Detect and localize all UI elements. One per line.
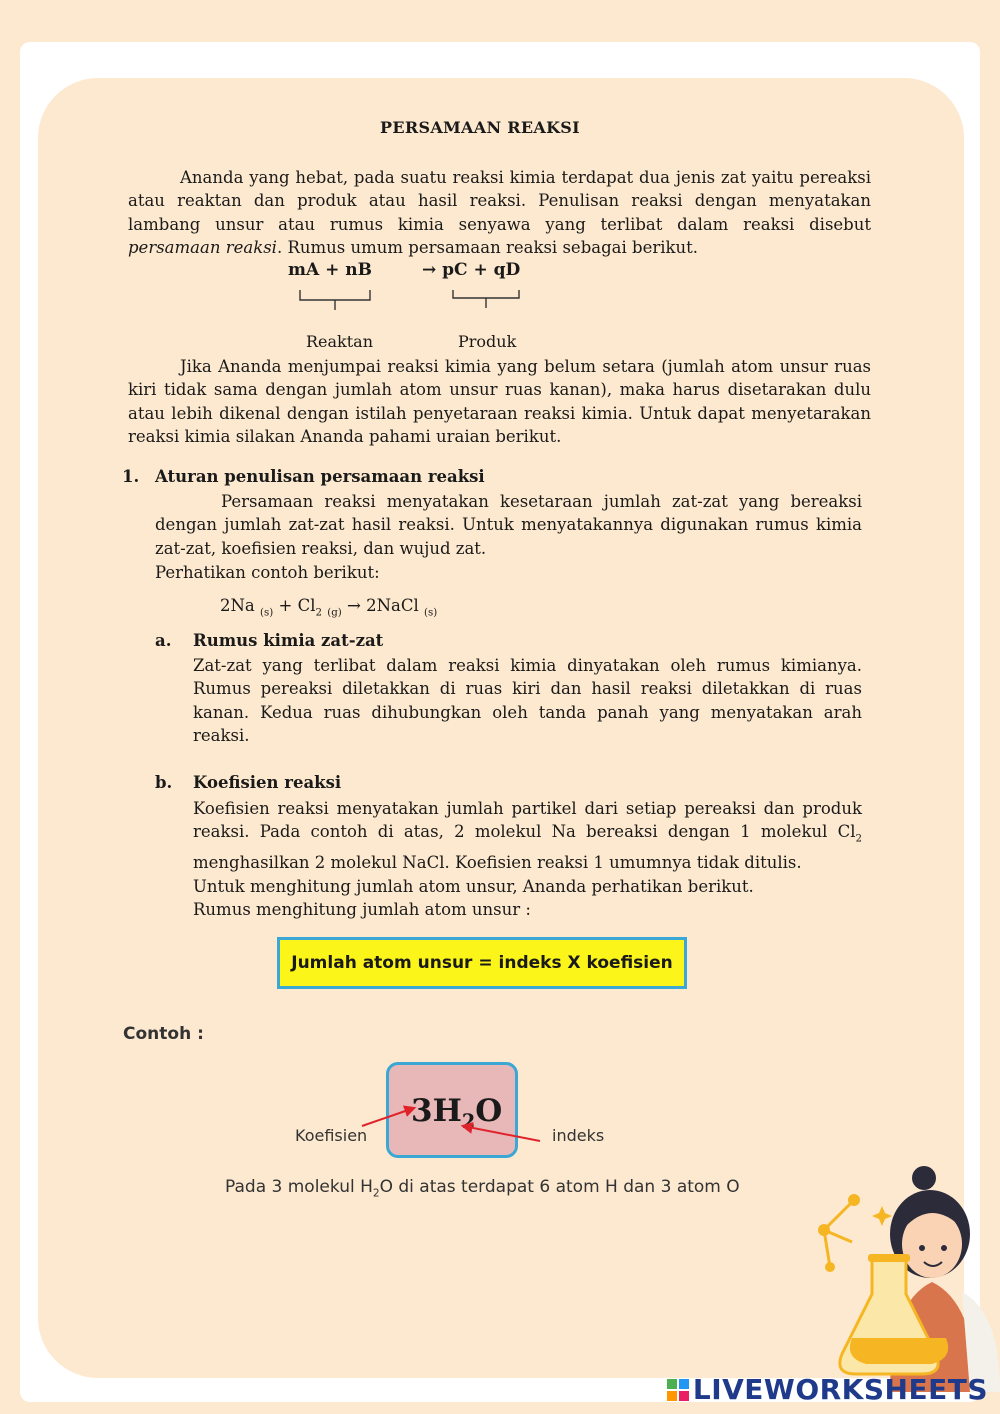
general-products: → pC + qD [422, 260, 521, 280]
h2o-formula: $3H_2O$ [411, 1093, 503, 1134]
product-label: Produk [458, 332, 517, 351]
h2o-arrows [350, 1095, 550, 1145]
example-equation: 2Na $_{(s)} + Cl_2$ $_{(g)}$ → 2NaCl $_{(s)}$ [220, 596, 438, 619]
liveworksheets-watermark: LIVEWORKSHEETS [667, 1373, 988, 1406]
sub-b-text: Koefisien reaksi menyatakan jumlah partikel dari setiap pereaksi dan produk reaksi. Pada contoh di atas, 2 molekul Na bereaksi dengan 1 molekul $Cl_2$ menghasilkan 2 molekul NaCl. Koefisien reaksi 1 umumnya tidak ditulis. Untuk menghitung jumlah atom unsur, Ananda perhatikan berikut. Rumus menghitung jumlah atom unsur : [193, 799, 862, 919]
sub-a-text: Zat-zat yang terlibat dalam reaksi kimia dinyatakan oleh rumus kimianya. Rumus pereaksi diletakkan di ruas kiri dan hasil reaksi diletakkan di ruas kanan. Kedua ruas dihubungkan oleh tanda panah yang menyatakan arah reaksi. [193, 656, 862, 746]
section-1-number: 1. [122, 467, 140, 486]
h2o-summary: Pada 3 molekul $H_2O$ di atas terdapat 6 atom H dan 3 atom O [225, 1177, 740, 1200]
koefisien-arrow [362, 1108, 414, 1126]
contoh-label: Contoh : [123, 1024, 204, 1044]
sub-a-heading: Rumus kimia zat-zat [193, 631, 384, 650]
general-reactants: mA + nB [288, 260, 372, 280]
scientist-illustration-icon [812, 1162, 1000, 1392]
koefisien-label: Koefisien [295, 1126, 368, 1145]
section-1-heading: Aturan penulisan persamaan reaksi [155, 467, 485, 486]
formula-box: Jumlah atom unsur = indeks X koefisien [277, 937, 687, 989]
page-title: PERSAMAAN REAKSI [380, 118, 580, 137]
section-1-perhatikan: Perhatikan contoh berikut: [155, 563, 380, 582]
liveworksheets-logo-icon [667, 1379, 689, 1401]
reactant-brace [300, 290, 370, 310]
sub-b-heading: Koefisien reaksi [193, 773, 342, 792]
product-brace [453, 290, 519, 308]
intro-paragraph: Ananda yang hebat, pada suatu reaksi kimia terdapat dua jenis zat yaitu pereaksi atau reaktan dan produk atau hasil reaksi. Penulisan reaksi dengan menyatakan lambang unsur atau rumus kimia senyawa yang terlibat dalam reaksi disebut persamaan reaksi. Rumus umum persamaan reaksi sebagai berikut. [128, 168, 871, 258]
equation-braces [295, 286, 535, 314]
indeks-label: indeks [552, 1126, 605, 1145]
sub-a-letter: a. [155, 631, 172, 650]
section-1-text: Persamaan reaksi menyatakan kesetaraan jumlah zat-zat yang bereaksi dengan jumlah zat-zat hasil reaksi. Untuk menyatakannya digunakan rumus kimia zat-zat, koefisien reaksi, dan wujud zat. [155, 492, 862, 558]
sub-b-letter: b. [155, 773, 173, 792]
reactant-label: Reaktan [306, 332, 374, 351]
intro-italic-term: persamaan reaksi [128, 238, 277, 258]
paragraph-2: Jika Ananda menjumpai reaksi kimia yang belum setara (jumlah atom unsur ruas kiri tidak sama dengan jumlah atom unsur ruas kanan), maka harus disetarakan dulu atau lebih dikenal dengan istilah penyetaraan reaksi kimia. Untuk dapat menyetarakan reaksi kimia silakan Ananda pahami uraian berikut. [128, 357, 871, 447]
indeks-arrow [463, 1126, 540, 1141]
